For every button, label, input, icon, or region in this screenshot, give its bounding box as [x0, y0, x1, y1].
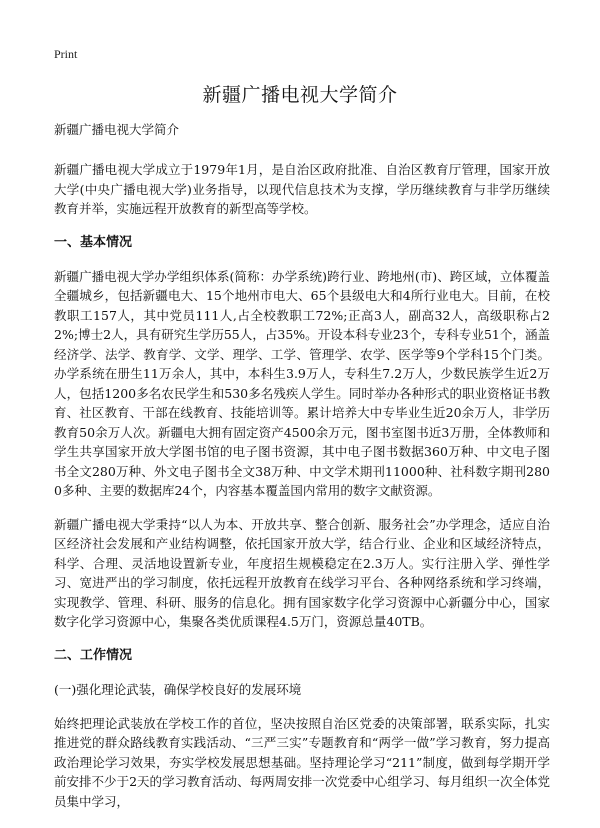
basic-info-paragraph-1: 新疆广播电视大学办学组织体系(简称：办学系统)跨行业、跨地州(市)、跨区域，立体覆盖全疆城乡，包括新疆电大、15个地州市电大、65个县级电大和4所行业电大。目前，在校教职工157人，其中党员111人,占全校教职工72%;正高3人，副高32人，高级职称占22%;博士2人，具有研究生学历55人，占35%。开设本科专业23个，专科专业51个，涵盖经济学、法学、教育学、文学、理学、工学、管理学、农学、医学等9个学科15个门类。办学系统在册生11万余人，其中，本科生3.9万人，专科生7.2万人，少数民族学生近2万人，包括1200多名农民学生和530多名残疾人学生。同时举办各种形式的职业资格证书教育、社区教育、干部在线教育、技能培训等。累计培养大中专毕业生近20余万人，非学历教育50余万人次。新疆电大拥有固定资产4500余万元，图书室图书近3万册，全体教师和学生共享国家开放大学图书馆的电子图书资源，其中电子图书数据360万种、中文电子图书全文280万种、外文电子图书全文38万种、中文学术期刊11000种、社科数字期刊2800多种、主要的数据库24个，内容基本覆盖国内常用的数字文献资源。	[54, 268, 550, 498]
page-title: 新疆广播电视大学简介	[202, 84, 398, 106]
section-heading-work-status: 二、工作情况	[54, 647, 133, 663]
basic-info-paragraph-2: 新疆广播电视大学秉持“以人为本、开放共享、整合创新、服务社会”办学理念，适应自治区经济社会发展和产业结构调整，依托国家开放大学，结合行业、企业和区域经济特点，科学、合理、灵活地设置新专业，年度招生规模稳定在2.3万人。实行注册入学、弹性学习、宽进严出的学习制度，依托远程开放教育在线学习平台、各种网络系统和学习终端，实现教学、管理、科研、服务的信息化。拥有国家数字化学习资源中心新疆分中心，国家数字化学习资源中心，集聚各类优质课程4.5万门，资源总量40TB。	[54, 516, 550, 629]
print-link[interactable]: Print	[54, 47, 78, 61]
intro-paragraph: 新疆广播电视大学成立于1979年1月，是自治区政府批准、自治区教育厅管理，国家开放大学(中央广播电视大学)业务指导，以现代信息技术为支撑，学历继续教育与非学历继续教育并举，实施远程开放教育的新型高等学校。	[54, 162, 550, 216]
document-subtitle: 新疆广播电视大学简介	[54, 122, 180, 137]
work-status-paragraph-1: 始终把理论武装放在学校工作的首位，坚决按照自治区党委的决策部署，联系实际，扎实推进党的群众路线教育实践活动、“三严三实”专题教育和“两学一做”学习教育，努力提高政治理论学习效果，夯实学校发展思想基础。坚持理论学习“211”制度，做到每学期开学前安排不少于2天的学习教育活动、每两周安排一次党委中心组学习、每月组织一次全体党员集中学习，	[54, 715, 550, 809]
document-body	[54, 120, 550, 825]
work-status-subheading: (一)强化理论武装，确保学校良好的发展环境	[54, 681, 302, 697]
section-heading-basic-info: 一、基本情况	[54, 234, 133, 250]
